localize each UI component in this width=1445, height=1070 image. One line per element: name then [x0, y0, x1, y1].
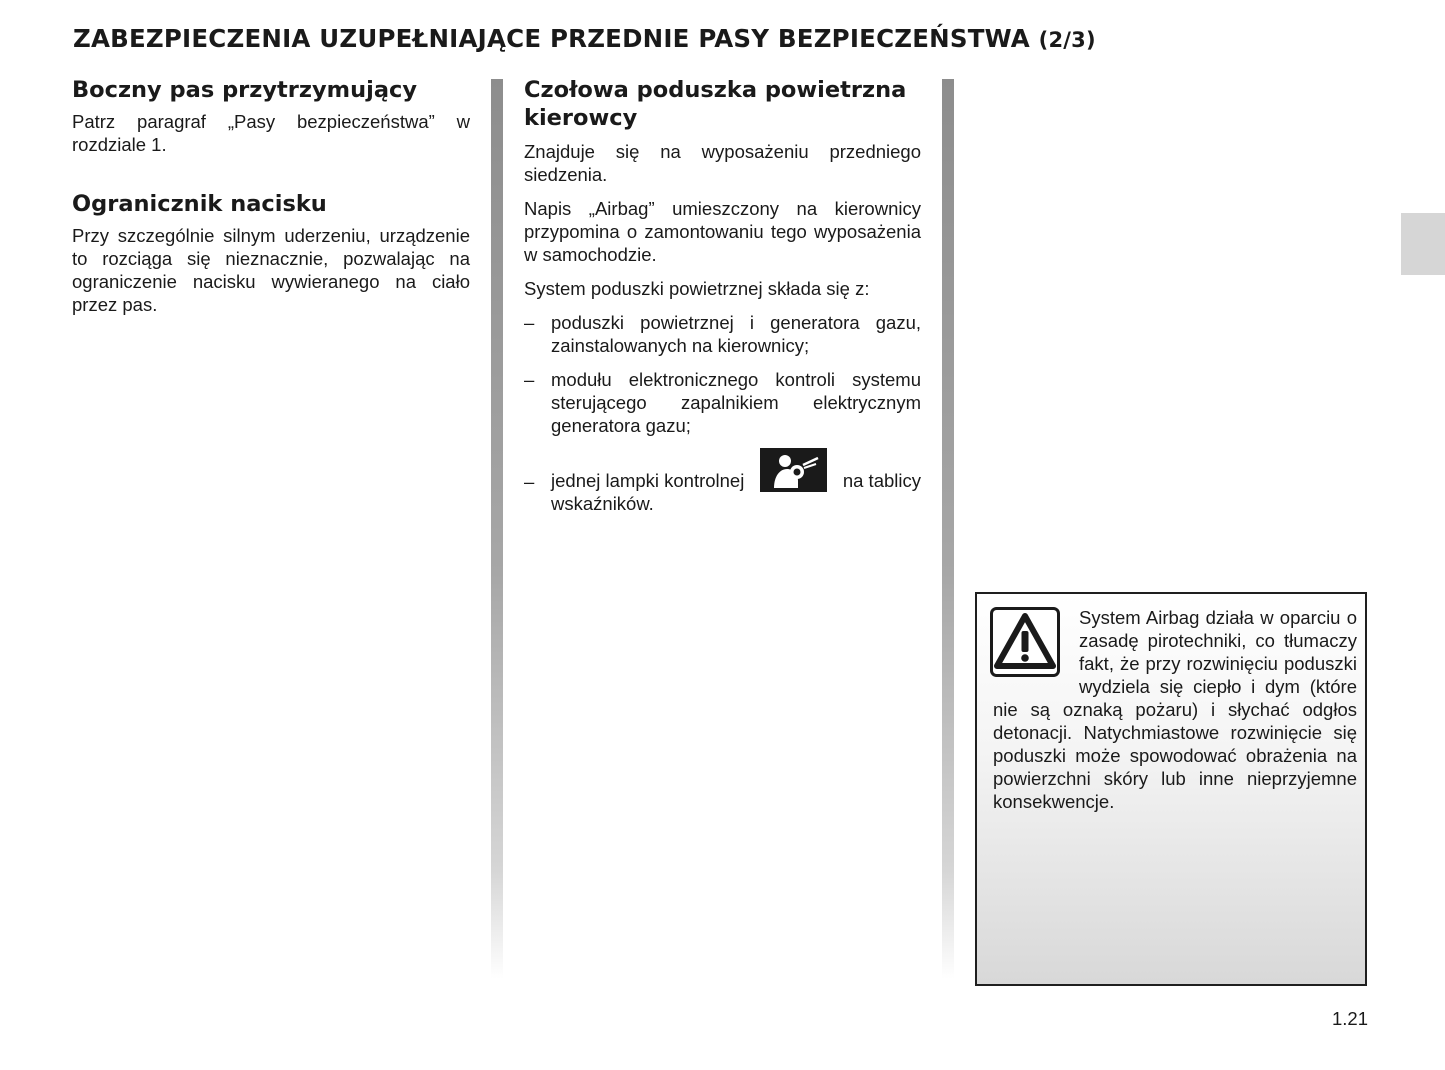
- page-title-text: ZABEZPIECZENIA UZUPEŁNIAJĄCE PRZEDNIE PASY BEZPIECZEŃSTWA: [73, 24, 1030, 53]
- list-dash: –: [524, 369, 535, 390]
- list-item: [524, 368, 921, 437]
- lamp-text-after: na tablicy: [842, 470, 921, 491]
- airbag-warning-lamp-icon: [760, 448, 827, 492]
- chapter-tab-marker: [1401, 213, 1445, 275]
- airbag-para-system: System poduszki powietrznej składa się z:: [524, 278, 870, 299]
- list-dash: –: [524, 312, 535, 333]
- column-separator-right: [942, 79, 954, 979]
- section-text-side-belt: Patrz paragraf „Pasy bezpieczeństwa” w rozdziale 1.: [72, 111, 470, 155]
- lamp-text-before: jednej lampki kontrolnej: [551, 470, 745, 491]
- list-dash: –: [524, 471, 535, 492]
- section-heading-side-belt: Boczny pas przytrzymujący: [72, 77, 418, 103]
- airbag-components-list: [524, 311, 921, 515]
- page-number: 1.21: [1332, 1008, 1369, 1029]
- list-item: [524, 311, 921, 357]
- page-title: [73, 24, 1096, 53]
- section-heading-load-limiter: Ogranicznik nacisku: [72, 191, 327, 217]
- warning-text-block: [993, 606, 1357, 813]
- airbag-warning-box: [975, 592, 1367, 986]
- section-text-load-limiter: Przy szczególnie silnym uderzeniu, urządzenie to rozciąga się nieznacznie, pozwalając na ograniczenie nacisku wywieranego na ciało przez pas.: [72, 225, 470, 315]
- column-separator-left: [491, 79, 503, 979]
- list-item-text: modułu elektronicznego kontroli systemu sterującego zapalnikiem elektrycznym generatora gazu;: [551, 369, 921, 436]
- lamp-text-end: wskaźników.: [551, 493, 654, 514]
- middle-column: [524, 76, 921, 526]
- left-column: [72, 76, 470, 327]
- airbag-para-label: Napis „Airbag” umieszczony na kierownicy przypomina o zamontowaniu tego wyposażenia w samochodzie.: [524, 198, 921, 265]
- lamp-item-content: [551, 448, 921, 515]
- page-part-indicator: (2/3): [1038, 28, 1096, 52]
- list-item-text: poduszki powietrznej i generatora gazu, zainstalowanych na kierownicy;: [551, 312, 921, 356]
- section-heading-driver-airbag: Czołowa poduszka powietrzna kierowcy: [524, 77, 907, 131]
- lamp-item-line: [551, 448, 921, 492]
- warning-text: System Airbag działa w oparciu o zasadę pirotechniki, co tłumaczy fakt, że przy rozwinięciu poduszki wydziela się ciepło i dym (które nie są oznaką pożaru) i słychać odgłos detonacji. Natychmiastowe rozwinięcie się poduszki może spowodować obrażenia na powierzchni skóry lub inne nieprzyjemne konsekwencje.: [993, 607, 1357, 812]
- airbag-para-equipment: Znajduje się na wyposażeniu przedniego siedzenia.: [524, 141, 921, 185]
- list-item-warning-lamp: [524, 448, 921, 515]
